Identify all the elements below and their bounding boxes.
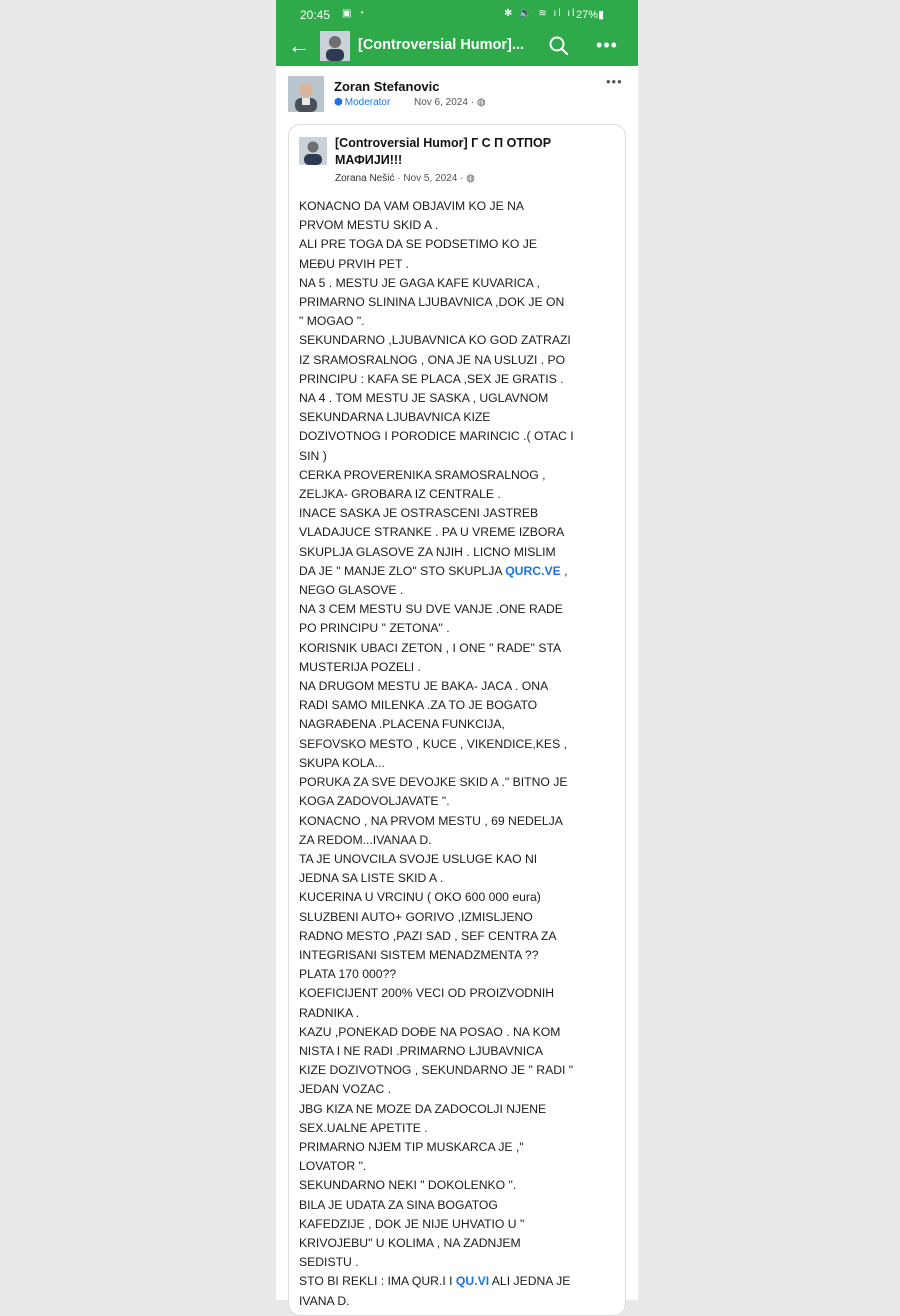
body-line: NISTA I NE RADI .PRIMARNO LJUBAVNICA <box>299 1043 544 1058</box>
body-line: SEX.UALNE APETITE . <box>299 1120 428 1135</box>
body-line: BILA JE UDATA ZA SINA BOGATOG <box>299 1197 498 1212</box>
body-line: PORUKA ZA SVE DEVOJKE SKID A ." BITNO JE <box>299 775 568 790</box>
body-line: SKUPLJA GLASOVE ZA NJIH . LICNO MISLIM <box>299 544 556 559</box>
signal-icons: ✱ 🔈 ≋ ıl ıl <box>504 8 577 19</box>
body-line: PLATA 170 000?? <box>299 967 397 982</box>
body-line-text: STO BI REKLI : IMA QUR.I I <box>299 1274 456 1289</box>
body-line: NA DRUGOM MESTU JE BAKA- JACA . ONA <box>299 679 549 694</box>
body-line: VLADAJUCE STRANKE . PA U VREME IZBORA <box>299 525 565 540</box>
phone-screen <box>276 0 638 1308</box>
body-line: ZA REDOM...IVANAA D. <box>299 832 432 847</box>
shared-date: · Nov 5, 2024 · <box>394 173 467 184</box>
body-line: ALI PRE TOGA DA SE PODSETIMO KO JE <box>299 237 537 252</box>
body-line: KUCERINA U VRCINU ( OKO 600 000 eura) <box>299 890 541 905</box>
body-line: NEGO GLASOVE . <box>299 583 404 598</box>
body-line: JEDAN VOZAC . <box>299 1082 392 1097</box>
body-line: KRIVOJEBU" U KOLIMA , NA ZADNJEM <box>299 1235 521 1250</box>
body-line: SEKUNDARNO NEKI " DOKOLENKO ". <box>299 1178 517 1193</box>
body-line: RADNO MESTO ,PAZI SAD , SEF CENTRA ZA <box>299 928 557 943</box>
body-line: KIZE DOZIVOTNOG , SEKUNDARNO JE " RADI " <box>299 1063 574 1078</box>
shared-group-avatar-image <box>299 137 327 165</box>
body-line: NA 3 CEM MESTU SU DVE VANJE .ONE RADE <box>299 602 563 617</box>
battery-indicator: 27%▮ <box>576 9 605 21</box>
body-line: INTEGRISANI SISTEM MENADZMENTA ?? <box>299 947 539 962</box>
post-options-button[interactable]: ••• <box>606 74 623 89</box>
author-name[interactable]: Zoran Stefanovic <box>334 79 440 94</box>
body-line: KORISNIK UBACI ZETON , I ONE " RADE" STA <box>299 640 562 655</box>
author-avatar-image <box>288 76 324 112</box>
arrow-left-icon: ← <box>288 33 310 58</box>
app-bar <box>276 28 638 66</box>
globe-icon: ◍ <box>466 173 475 184</box>
body-line: JBG KIZA NE MOZE DA ZADOCOLJI NJENE <box>299 1101 547 1116</box>
body-line-with-link <box>299 1272 625 1291</box>
moderator-badge <box>334 97 390 108</box>
body-line: SKUPA KOLA... <box>299 755 385 770</box>
hashtag-link-qurcve[interactable]: QURC.VE <box>505 563 561 578</box>
body-line: INACE SASKA JE OSTRASCENI JASTREB <box>299 506 539 521</box>
body-line-text: ALI JEDNA JE <box>489 1274 571 1289</box>
hashtag-link-quvi[interactable]: QU.VI <box>455 1274 490 1289</box>
body-line: KOEFICIJENT 200% VECI OD PROIZVODNIH <box>299 986 555 1001</box>
author-avatar[interactable] <box>288 76 324 112</box>
body-line-with-link <box>299 562 625 581</box>
body-line-text: DA JE " MANJE ZLO" STO SKUPLJA <box>299 563 506 578</box>
body-line: SLUZBENI AUTO+ GORIVO ,IZMISLJENO <box>299 909 533 924</box>
status-time: 20:45 <box>300 8 331 22</box>
body-line: PRIMARNO NJEM TIP MUSKARCA JE ," <box>299 1139 524 1154</box>
post-date[interactable] <box>414 97 486 108</box>
shared-group-title-line1: [Controversial Humor] Г С П ОТПОР <box>335 136 552 150</box>
search-icon <box>546 33 572 59</box>
moderator-label: Moderator <box>344 97 391 108</box>
body-line: PRVOM MESTU SKID A . <box>299 218 439 233</box>
notification-icons: ▣ ◔ <box>342 8 367 19</box>
shared-group-title[interactable] <box>335 135 605 169</box>
body-line: CERKA PROVERENIKA SRAMOSRALNOG , <box>299 467 546 482</box>
body-line: KONACNO , NA PRVOM MESTU , 69 NEDELJA <box>299 813 563 828</box>
body-line: MUSTERIJA POZELI . <box>299 659 421 674</box>
globe-icon: ◍ <box>476 97 486 108</box>
body-line: KAFEDZIJE , DOK JE NIJE UHVATIO U " <box>299 1216 525 1231</box>
body-line: SEKUNDARNO ,LJUBAVNICA KO GOD ZATRAZI <box>299 333 571 348</box>
shared-post-card[interactable] <box>288 124 626 1316</box>
back-button[interactable] <box>286 33 312 59</box>
post-date-text: Nov 6, 2024 · <box>414 97 477 108</box>
body-line: NA 4 . TOM MESTU JE SASKA , UGLAVNOM <box>299 391 549 406</box>
group-avatar-image <box>320 31 350 61</box>
body-line: SEDISTU . <box>299 1255 359 1270</box>
body-line: KAZU ,PONEKAD DOĐE NA POSAO . NA KOM <box>299 1024 561 1039</box>
more-dots-icon: ••• <box>596 35 618 55</box>
body-line: MEĐU PRVIH PET . <box>299 256 409 271</box>
body-line: KONACNO DA VAM OBJAVIM KO JE NA <box>299 199 525 213</box>
body-line: LOVATOR ". <box>299 1159 367 1174</box>
shared-group-avatar[interactable] <box>299 137 327 165</box>
body-line: SIN ) <box>299 448 327 463</box>
body-line: KOGA ZADOVOLJAVATE ". <box>299 794 450 809</box>
status-bar <box>276 0 638 28</box>
body-line: RADNIKA . <box>299 1005 360 1020</box>
body-line: " MOGAO ". <box>299 314 365 329</box>
shared-group-title-line2: МАФИЈИ!!! <box>335 153 403 167</box>
shield-icon: ⬢ <box>334 97 343 108</box>
body-line: NAGRAĐENA .PLACENA FUNKCIJA, <box>299 717 505 732</box>
search-button[interactable] <box>546 33 572 59</box>
post-header <box>276 66 638 120</box>
body-line: PRIMARNO SLININA LJUBAVNICA ,DOK JE ON <box>299 295 565 310</box>
body-line: SEKUNDARNA LJUBAVNICA KIZE <box>299 410 491 425</box>
post-body <box>299 197 625 1311</box>
group-avatar[interactable] <box>320 31 350 61</box>
group-title[interactable]: [Controversial Humor]... <box>358 37 524 53</box>
body-line: RADI SAMO MILENKA .ZA TO JE BOGATO <box>299 698 538 713</box>
more-button[interactable] <box>594 32 620 58</box>
body-line: IZ SRAMOSRALNOG , ONA JE NA USLUZI . PO <box>299 352 566 367</box>
body-line: DOZIVOTNOG I PORODICE MARINCIC .( OTAC I <box>299 429 574 444</box>
body-line: SEFOVSKO MESTO , KUCE , VIKENDICE,KES , <box>299 736 567 751</box>
shared-author-line <box>335 173 475 184</box>
body-line: PO PRINCIPU " ZETONA" . <box>299 621 450 636</box>
body-line: ZELJKA- GROBARA IZ CENTRALE . <box>299 487 501 502</box>
body-line: IVANA D. <box>299 1293 350 1308</box>
body-line: TA JE UNOVCILA SVOJE USLUGE KAO NI <box>299 851 538 866</box>
body-line: JEDNA SA LISTE SKID A . <box>299 871 444 886</box>
shared-author-name[interactable]: Zorana Nešić <box>335 173 395 184</box>
body-line: PRINCIPU : KAFA SE PLACA ,SEX JE GRATIS . <box>299 371 564 386</box>
body-line-text: , <box>560 563 568 578</box>
body-line: NA 5 . MESTU JE GAGA KAFE KUVARICA , <box>299 275 540 290</box>
